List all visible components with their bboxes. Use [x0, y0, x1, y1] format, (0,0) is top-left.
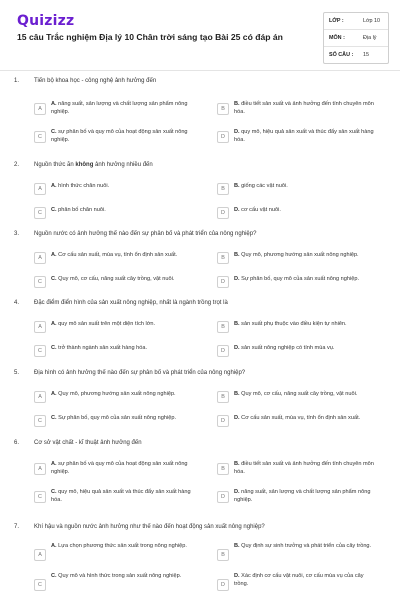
question-text: Nguồn nước có ảnh hưởng thế nào đến sự phân bố và phát triển của nông nghiệp?	[34, 231, 257, 237]
option-badge: C	[34, 207, 46, 219]
option-a[interactable]	[34, 318, 194, 338]
option-badge: A	[34, 103, 46, 115]
meta-row-class	[324, 13, 388, 30]
question-number: 2.	[14, 162, 20, 168]
meta-label: SỐ CÂU :	[329, 52, 354, 58]
option-badge: B	[217, 321, 229, 333]
option-d[interactable]	[217, 273, 377, 293]
option-text: C. Sự phân bố, quy mô của sản xuất nông nghiệp.	[51, 415, 177, 421]
meta-label: MÔN :	[329, 35, 345, 41]
option-b[interactable]	[217, 249, 377, 269]
option-text: D. cơ cấu vật nuôi.	[234, 207, 281, 213]
option-badge: C	[34, 415, 46, 427]
meta-row-count	[324, 47, 388, 63]
option-badge: A	[34, 252, 46, 264]
option-a[interactable]	[34, 249, 194, 269]
option-a[interactable]	[34, 460, 194, 480]
option-badge: D	[217, 207, 229, 219]
option-c[interactable]	[34, 342, 194, 362]
quizizz-logo[interactable]: Quizizz	[17, 13, 75, 29]
option-text: C. Quy mô, cơ cấu, năng suất cây trồng, vật nuôi.	[51, 276, 175, 282]
question-text: Tiến bộ khoa học - công nghệ ảnh hưởng đến	[34, 78, 157, 84]
option-text: B. sản xuất phụ thuộc vào điều kiện tự nhiên.	[234, 321, 347, 327]
question-text: Địa hình có ảnh hưởng thế nào đến sự phân bố và phát triển của nông nghiệp?	[34, 370, 246, 376]
option-text: B. Quy mô, phương hướng sản xuất nông nghiệp.	[234, 252, 359, 258]
option-d[interactable]	[217, 488, 377, 508]
option-text: D. năng suất, sản lượng và chất lượng sản phẩm nông nghiệp.	[234, 489, 371, 503]
option-badge: B	[217, 252, 229, 264]
question-4	[0, 300, 400, 355]
question-text: Khí hậu và nguồn nước ảnh hưởng như thế nào đến hoạt động sản xuất nông nghiệp?	[34, 524, 265, 530]
worksheet-title: 15 câu Trắc nghiệm Địa lý 10 Chân trời sáng tạo Bài 25 có đáp án	[17, 32, 283, 42]
option-d[interactable]	[217, 204, 377, 224]
option-badge: D	[217, 131, 229, 143]
option-b[interactable]	[217, 388, 377, 408]
option-b[interactable]	[217, 460, 377, 480]
question-number: 4.	[14, 300, 20, 306]
option-badge: D	[217, 579, 229, 591]
question-1	[0, 78, 400, 148]
question-3	[0, 231, 400, 286]
option-badge: B	[217, 549, 229, 561]
option-text: A. quy mô sản xuất trên một diện tích lớn.	[51, 321, 156, 327]
option-b[interactable]	[217, 100, 377, 120]
option-badge: D	[217, 276, 229, 288]
option-badge: A	[34, 321, 46, 333]
question-text: Cơ sở vật chất - kĩ thuật ảnh hưởng đến	[34, 440, 142, 446]
question-number: 1.	[14, 78, 20, 84]
meta-value: 15	[363, 52, 369, 58]
option-badge: D	[217, 491, 229, 503]
option-badge: D	[217, 415, 229, 427]
option-badge: B	[217, 463, 229, 475]
option-a[interactable]	[34, 180, 194, 200]
option-a[interactable]	[34, 542, 194, 562]
option-b[interactable]	[217, 542, 377, 562]
option-d[interactable]	[217, 128, 377, 148]
meta-box	[323, 12, 389, 64]
question-number: 3.	[14, 231, 20, 237]
option-text: A. hình thức chăn nuôi.	[51, 183, 110, 189]
option-d[interactable]	[217, 412, 377, 432]
question-number: 6.	[14, 440, 20, 446]
option-badge: C	[34, 579, 46, 591]
option-badge: C	[34, 276, 46, 288]
option-badge: B	[217, 103, 229, 115]
option-a[interactable]	[34, 100, 194, 120]
option-badge: C	[34, 491, 46, 503]
option-c[interactable]	[34, 488, 194, 508]
option-text: C. Quy mô và hình thức trong sản xuất nông nghiệp.	[51, 573, 182, 579]
option-badge: C	[34, 131, 46, 143]
header-divider	[0, 70, 400, 71]
option-text: B. điều tiết sản xuất và ảnh hưởng đến tính chuyên môn hóa.	[234, 461, 374, 475]
meta-value: Địa lý	[363, 35, 377, 41]
question-text: Đặc điểm điển hình của sản xuất nông nghiệp, nhất là ngành trồng trọt là	[34, 300, 228, 306]
meta-label: LỚP :	[329, 18, 344, 24]
option-text: C. phân bố chăn nuôi.	[51, 207, 106, 213]
option-text: B. giống các vật nuôi.	[234, 183, 288, 189]
option-text: D. Cơ cấu sản xuất, mùa vụ, tính ổn định sản xuất.	[234, 415, 361, 421]
option-badge: C	[34, 345, 46, 357]
meta-value: Lớp 10	[363, 18, 381, 24]
option-text: A. Cơ cấu sản xuất, mùa vụ, tính ổn định sản xuất.	[51, 252, 178, 258]
option-b[interactable]	[217, 180, 377, 200]
option-d[interactable]	[217, 342, 377, 362]
option-c[interactable]	[34, 128, 194, 148]
question-text: Nguồn thức ăn không ảnh hưởng nhiều đến	[34, 162, 153, 168]
option-badge: A	[34, 391, 46, 403]
worksheet-header	[0, 0, 400, 70]
option-badge: B	[217, 391, 229, 403]
option-text: D. sản xuất nông nghiệp có tính mùa vụ.	[234, 345, 335, 351]
option-text: C. sự phân bố và quy mô của hoạt động sản xuất nông nghiệp.	[51, 129, 188, 143]
option-text: A. Quy mô, phương hướng sản xuất nông nghiệp.	[51, 391, 176, 397]
option-text: A. năng suất, sản lượng và chất lượng sản phẩm nông nghiệp.	[51, 101, 188, 115]
option-c[interactable]	[34, 412, 194, 432]
option-text: D. quy mô, hiệu quả sản xuất và thúc đẩy sản xuất hàng hóa.	[234, 129, 374, 143]
option-c[interactable]	[34, 273, 194, 293]
option-text: B. điều tiết sản xuất và ảnh hưởng đến tính chuyên môn hóa.	[234, 101, 374, 115]
option-a[interactable]	[34, 388, 194, 408]
option-text: A. Lựa chọn phương thức sản xuất trong nông nghiệp.	[51, 543, 187, 549]
option-text: A. sự phân bố và quy mô của hoạt động sản xuất nông nghiệp.	[51, 461, 188, 475]
option-badge: A	[34, 549, 46, 561]
meta-row-subject	[324, 30, 388, 47]
question-number: 7.	[14, 524, 20, 530]
question-2	[0, 162, 400, 217]
option-badge: D	[217, 345, 229, 357]
option-badge: A	[34, 183, 46, 195]
question-7	[0, 524, 400, 598]
option-text: B. Quy mô, cơ cấu, năng suất cây trồng, vật nuôi.	[234, 391, 358, 397]
option-c[interactable]	[34, 204, 194, 224]
option-d[interactable]	[217, 572, 377, 592]
option-badge: B	[217, 183, 229, 195]
option-badge: A	[34, 463, 46, 475]
option-c[interactable]	[34, 572, 194, 592]
question-6	[0, 440, 400, 510]
option-text: B. Quy định sự sinh trưởng và phát triển của cây trồng.	[234, 543, 372, 549]
option-text: D. Sự phân bố, quy mô của sản xuất nông nghiệp.	[234, 276, 360, 282]
option-text: C. trở thành ngành sản xuất hàng hóa.	[51, 345, 148, 351]
option-text: C. quy mô, hiệu quả sản xuất và thúc đẩy sản xuất hàng hóa.	[51, 489, 191, 503]
option-b[interactable]	[217, 318, 377, 338]
question-number: 5.	[14, 370, 20, 376]
question-5	[0, 370, 400, 425]
option-text: D. Xác định cơ cấu vật nuôi, cơ cấu mùa vụ của cây trồng.	[234, 573, 364, 587]
